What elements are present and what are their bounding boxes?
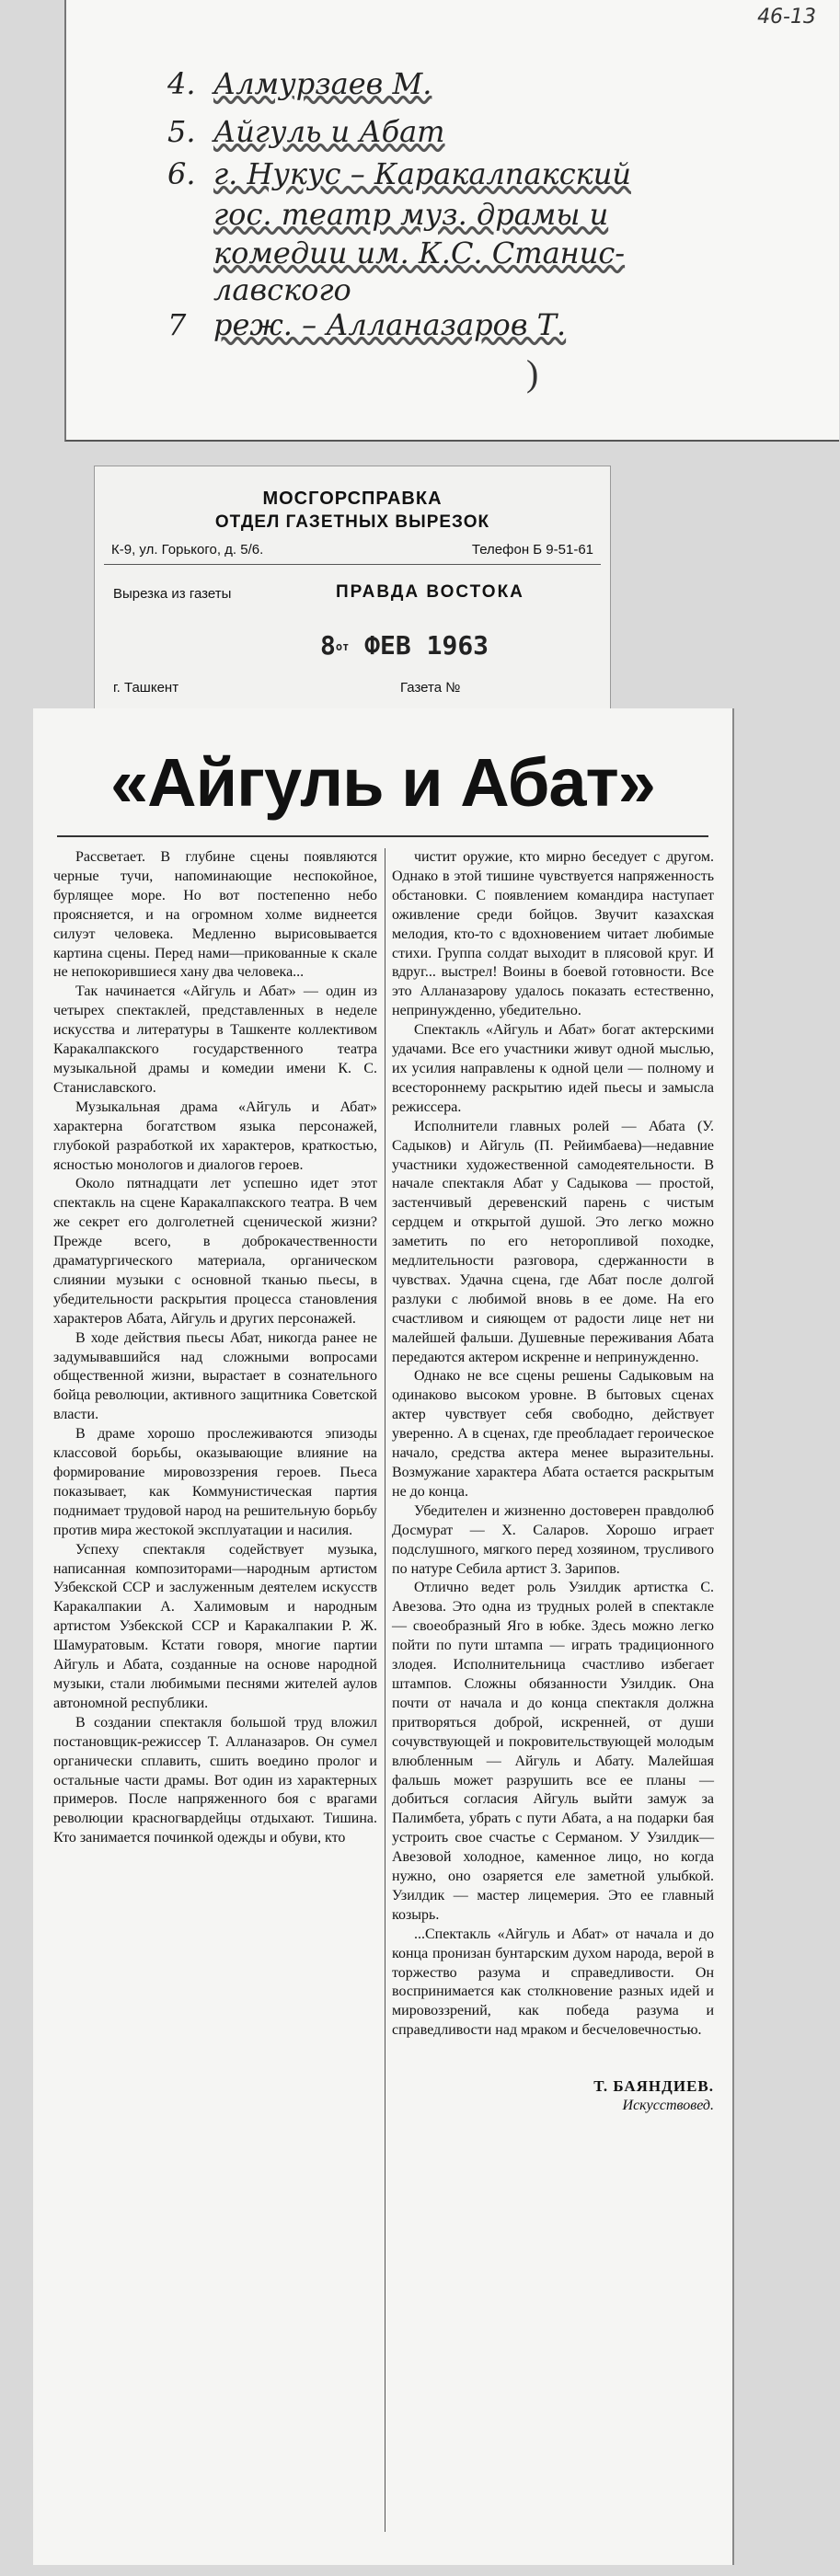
form-line-6c: комедии им. К.С. Станис- xyxy=(213,236,626,270)
form-line-4: 4. Алмурзаев М. xyxy=(167,66,432,101)
stamp-date: 8от ФЕВ 1963 xyxy=(320,630,489,661)
article-paragraph: Музыкальная драма «Айгуль и Абат» характерна богатством языка персонажей, глубокой разработкой их характеров, краткостью, ясностью монологов и диалогов героев. xyxy=(53,1098,377,1173)
article-paragraph: В ходе действия пьесы Абат, никогда ранее не задумывавшийся над сложными вопросами общественной жизни, вырастает в сознательного бойца революции, активного защитника Советской власти. xyxy=(53,1329,377,1423)
article-paragraph: Убедителен и жизненно достоверен правдолюб Досмурат — Х. Саларов. Хорошо играет подслушного, мягкого перед хозяином, трусливого по натуре Себила артист З. Зарипов. xyxy=(392,1502,714,1577)
article-paragraph: Спектакль «Айгуль и Абат» богат актерскими удачами. Все его участники живут одной мыслью, их усилия направлены к одной цели — полному и всестороннему раскрытию идей пьесы и замысла режиссера. xyxy=(392,1022,714,1115)
stamp-city: г. Ташкент xyxy=(113,680,179,696)
article-paragraph: Рассветает. В глубине сцены появляются черные тучи, напоминающие неспокойное, бурлящее море. Но вот постепенно небо проясняется, и на огромном холме виднеется силуэт человека. Медленно вырисовывается картина сцены. Перед нами—прикованные к скале не непокорившиеся хану два человека... xyxy=(53,849,377,981)
stamp-divider xyxy=(104,564,601,565)
stamp-newspaper-name: ПРАВДА ВОСТОКА xyxy=(336,582,524,602)
article-paragraph: Успеху спектакля содействует музыка, написанная композиторами—народным артистом Узбекской ССР и заслуженным деятелем искусств Каракалпакии А. Халимовым и народным артистом Узбекской ССР и Каракалпакии Р. Ж. Шамуратовым. Кстати говоря, многие партии Айгуль и Абата, созданные на основе народной музыки, стали любимыми песнями жителей аулов автономной республики. xyxy=(53,1541,377,1711)
author-role: Искусствовед. xyxy=(622,2098,714,2114)
stamp-phone: Телефон Б 9-51-61 xyxy=(471,542,593,558)
article-column-left xyxy=(53,848,377,1848)
clipping-service-stamp xyxy=(94,466,611,710)
stamp-org: МОСГОРСПРАВКА xyxy=(262,489,443,509)
article-paragraph: Отлично ведет роль Узилдик артистка С. Авезова. Это одна из трудных ролей в спектакле — своеобразный Яго в юбке. Здесь можно легко пойти по пути штампа — играть традиционного злодея. Исполнительница счастливо избегает штампов. Сложны обязанности Узилдик. Она почти от начала и до конца спектакля должна притворяться доброй, искренней, от души сочувствующей и покровительствующей молодым влюбленным — Айгуль и Абату. Малейшая фальшь может разрушить все ее планы — добиться согласия Айгуль выйти замуж за Палимбета, убрать с пути Абата, а на подарки бая устроить свое счастье с Серманом. У Узилдик—Авезовой холодное, каменное лицо, но когда нужно, оно озаряется еле заметной улыбкой. Узилдик — мастер лицемерия. Это ее главный козырь. xyxy=(392,1580,714,1923)
article-paragraph: В драме хорошо прослеживаются эпизоды классовой борьбы, оказывающие влияние на формирование мировоззрения героев. Пьеса показывает, как Коммунистическая партия поднимает трудовой народ на решительную борьбу против мира жестокой эксплуатации и насилия. xyxy=(53,1426,377,1538)
author-signature: Т. БАЯНДИЕВ. xyxy=(593,2077,714,2096)
stamp-address: К-9, ул. Горького, д. 5/6. xyxy=(111,542,264,558)
headline-rule xyxy=(57,835,708,837)
stamp-dept: ОТДЕЛ ГАЗЕТНЫХ ВЫРЕЗОК xyxy=(214,512,490,532)
form-line-6b: гос. театр муз. драмы и xyxy=(213,197,609,232)
article-paragraph: Исполнители главных ролей — Абата (У. Садыков) и Айгуль (П. Рейимбаева)—недавние участники художественной самодеятельности. В начале спектакля Абат у Садыкова — простой, застенчивый деревенский парень с чистым сердцем и открытой душой. Это легко можно заметить по его неторопливой походке, медлительности разговора, сдержанности в чувствах. Удачна сцена, где Абат после долгой разлуки с любимой вновь в ее доме. На его счастливом и сияющем от радости лице нет ни малейшей фальши. Душевные переживания Абата передаются актером искренне и непринужденно. xyxy=(392,1118,714,1365)
form-line-6: 6. г. Нукус – Каракалпакский xyxy=(167,156,631,191)
form-line-7: 7 реж. – Алланазаров Т. xyxy=(167,307,567,342)
article-paragraph: ...Спектакль «Айгуль и Абат» от начала и до конца пронизан бунтарским духом народа, верой в торжество разума и справедливости. Он воспринимается как столкновение разных идей и мировоззрений, как победа разума и справедливости над мраком и бесчеловечностью. xyxy=(392,1926,714,2039)
article-paragraph: Так начинается «Айгуль и Абат» — один из четырех спектаклей, представленных в неделе искусства и литературы в Ташкенте коллективом Каракалпакского государственного театра музыкальной драмы и комедии имени К. С. Станиславского. xyxy=(53,983,377,1096)
form-line-5: 5. Айгуль и Абат xyxy=(167,114,445,149)
stamp-from-label: Вырезка из газеты xyxy=(113,586,232,602)
article-column-right xyxy=(392,848,714,2116)
article-title: «Айгуль и Абат» xyxy=(110,744,655,821)
archive-code: 46-13 xyxy=(757,6,816,29)
stamp-issue: Газета № xyxy=(400,680,461,696)
article-paragraph: Однако не все сцены решены Садыковым на одинаково высоком уровне. В бытовых сценах актер чувствует себя свободно, действует уверенно. А в сценах, где преобладает героическое начало, средства актера менее выразительны. Возмужание характера Абата остается раскрытым не до конца. xyxy=(392,1368,714,1500)
article-paragraph: Около пятнадцати лет успешно идет этот спектакль на сцене Каракалпакского театра. В чем же секрет его долголетней сценической жизни? Прежде всего, в доброкачественности драматургического материала, органическом слиянии музыки с основной тканью пьесы, в убедительности раскрытия процесса становления характеров Абата, Айгуль и других персонажей. xyxy=(53,1176,377,1327)
newspaper-clipping xyxy=(33,708,734,2565)
article-paragraph: В создании спектакля большой труд вложил постановщик-режиссер Т. Алланазаров. Он сумел органически сплавить, сшить воедино пролог и остальные части драмы. Вот один из характерных примеров. После напряженного боя с врагами революции красногвардейцы отдыхают. Тишина. Кто занимается починкой одежды и обуви, кто xyxy=(53,1714,377,1846)
handwritten-paren: ) xyxy=(526,352,539,394)
handwritten-form-card xyxy=(64,0,839,442)
form-line-6d: лавского xyxy=(213,272,351,307)
article-paragraph: чистит оружие, кто мирно беседует с другом. Однако в этой тишине чувствуется напряженность обстановки. С появлением командира наступает оживление среди бойцов. Звучит казахская мелодия, кто-то с вдохновением читает любимые стихи. Группа солдат выходит в плясовой круг. И вдруг... выстрел! Воины в боевой готовности. Все это Алланазарову удалось показать естественно, непринужденно, убедительно. xyxy=(392,849,714,1019)
